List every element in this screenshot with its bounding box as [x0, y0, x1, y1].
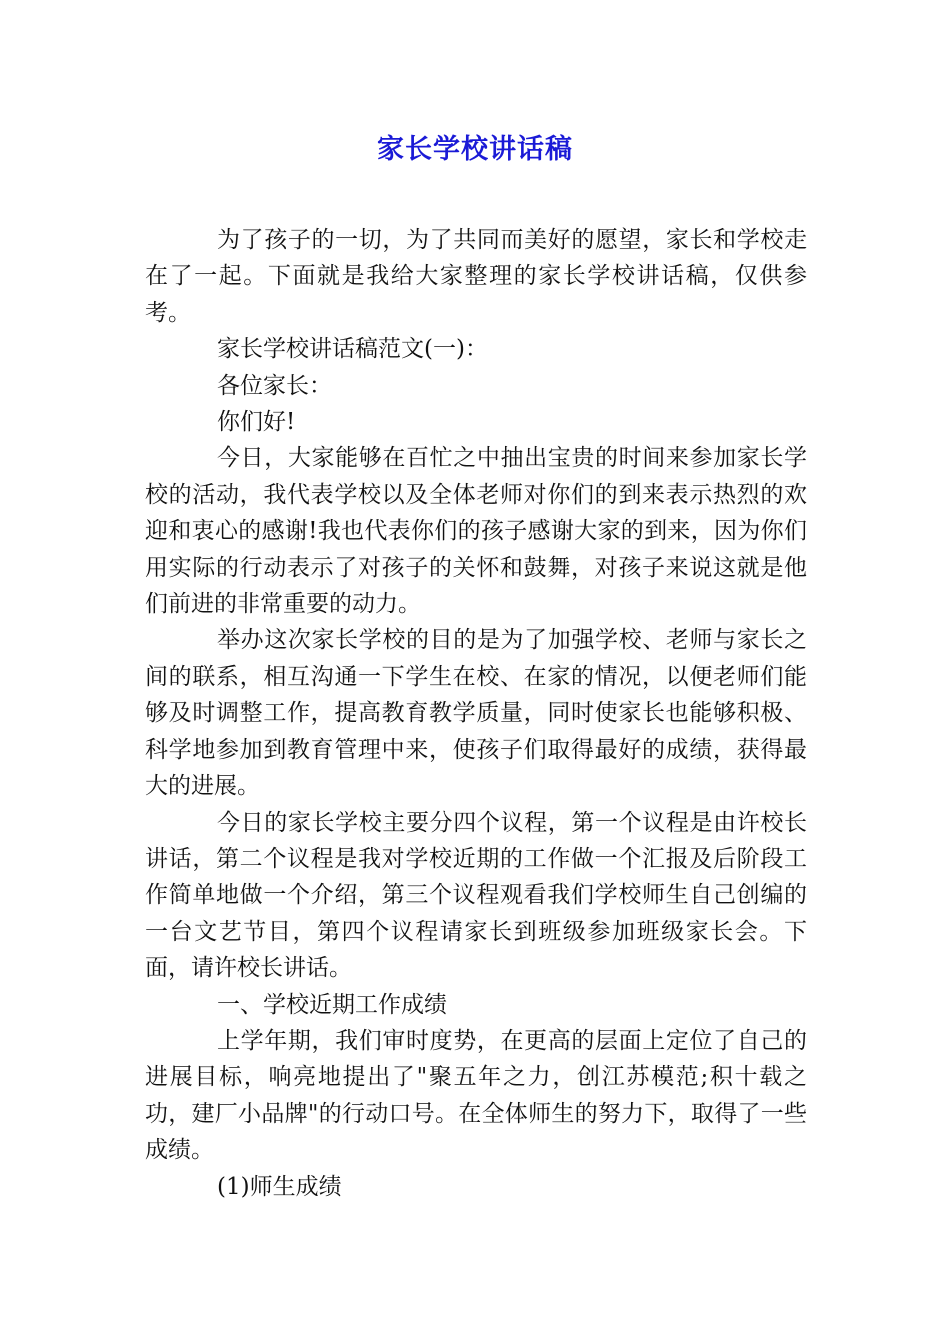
paragraph-section-heading: 一、学校近期工作成绩: [217, 991, 447, 1018]
paragraph-greeting: 你们好!: [217, 409, 296, 436]
paragraph-heading-sample: 家长学校讲话稿范文(一)：: [217, 336, 488, 363]
paragraph-salutation: 各位家长：: [217, 372, 332, 399]
paragraph-welcome: 今日，大家能够在百忙之中抽出宝贵的时间来参加家长学校的活动，我代表学校以及全体老师对你们的到来表示热烈的欢迎和衷心的感谢!我也代表你们的孩子感谢大家的到来，因为你们用实际的行动表示了对孩子的关怀和鼓舞，对孩子来说这就是他们前进的非常重要的动力。: [145, 445, 807, 618]
document-body: [145, 222, 807, 1205]
paragraph-intro: 为了孩子的一切，为了共同而美好的愿望，家长和学校走在了一起。下面就是我给大家整理的家长学校讲话稿，仅供参考。: [145, 227, 807, 326]
paragraph-purpose: 举办这次家长学校的目的是为了加强学校、老师与家长之间的联系，相互沟通一下学生在校、在家的情况，以便老师们能够及时调整工作，提高教育教学质量，同时使家长也能够积极、科学地参加到教育管理中来，使孩子们取得最好的成绩，获得最大的进展。: [145, 627, 807, 800]
document-title: 家长学校讲话稿: [377, 134, 573, 165]
paragraph-achievements: 上学年期，我们审时度势，在更高的层面上定位了自己的进展目标，响亮地提出了"聚五年之力，创江苏模范;积十载之功，建厂小品牌"的行动口号。在全体师生的努力下，取得了一些成绩。: [145, 1027, 807, 1164]
paragraph-agenda: 今日的家长学校主要分四个议程，第一个议程是由许校长讲话，第二个议程是我对学校近期的工作做一个汇报及后阶段工作简单地做一个介绍，第三个议程观看我们学校师生自己创编的一台文艺节目，第四个议程请家长到班级参加班级家长会。下面，请许校长讲话。: [145, 809, 807, 982]
paragraph-subheading: (1)师生成绩: [217, 1173, 342, 1200]
